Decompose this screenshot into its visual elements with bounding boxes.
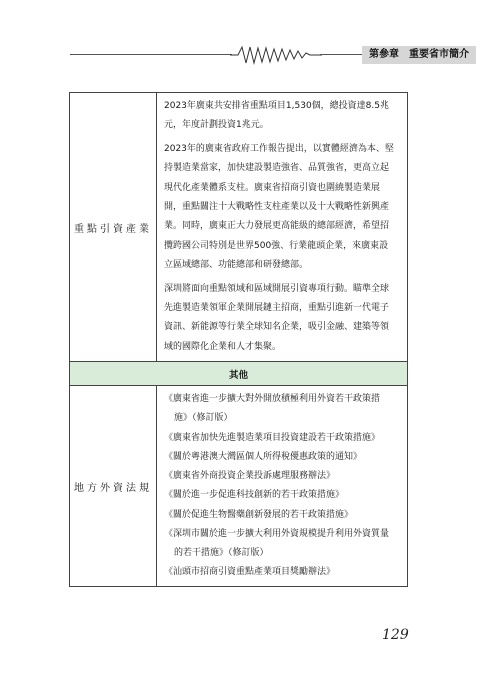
header-wave-ornament <box>230 44 322 66</box>
regulation-item: 《廣東省進一步擴大對外開放積極利用外資若干政策措 <box>164 394 381 405</box>
table-row-regulations <box>70 386 408 587</box>
para1-line2: 元，年度計劃投資1兆元。 <box>164 120 269 131</box>
para3-line3: 資訊、新能源等行業全球知名企業，吸引金融、建築等領 <box>164 322 390 333</box>
header-rule-left <box>70 54 232 55</box>
table-row-other <box>70 362 408 386</box>
para1-line1: 2023年廣東共安排省重點項目1,530個，總投資達8.5兆 <box>164 101 389 111</box>
para2-line5: 業。同時，廣東正大力發展更高能級的總部經濟，希望招 <box>164 221 390 232</box>
chapter-title: 第參章 重要省市簡介 <box>362 46 476 64</box>
para2-line6: 攬跨國公司特別是世界500強、行業龍頭企業，來廣東設 <box>164 240 389 251</box>
regulation-item: 《廣東省外商投資企業投訴處理服務辦法》 <box>164 471 336 482</box>
para2-line4: 開，重點關注十大戰略性支柱產業以及十大戰略性新興產 <box>164 202 390 213</box>
regulation-item: 《關於進一步促進科技創新的若干政策措施》 <box>164 490 345 501</box>
row-label-regulations: 地方外資法規 <box>70 386 157 587</box>
regulation-item: 《關於粵港澳大灣區個人所得稅優惠政策的通知》 <box>164 451 363 462</box>
info-table <box>69 92 408 587</box>
page-header <box>70 44 469 66</box>
regulation-item: 《汕頭市招商引資重點產業項目獎勵辦法》 <box>164 567 336 578</box>
para2-line1: 2023年的廣東省政府工作報告提出，以實體經濟為本、堅 <box>164 143 394 154</box>
key-projects-content <box>157 93 408 362</box>
table-row-key-projects <box>70 93 408 362</box>
regulation-item-cont: 施》（修訂版） <box>174 413 233 424</box>
regulation-item: 《關於促進生物醫藥創新發展的若干政策措施》 <box>164 509 354 520</box>
para3-line4: 域的國際化企業和人才集聚。 <box>164 341 282 352</box>
para3-line1: 深圳將面向重點領域和區域開展引資專項行動。瞄準全球 <box>164 283 390 294</box>
regulation-item: 《深圳市關於進一步擴大利用外資規模提升利用外資質量 <box>164 528 390 539</box>
row-label-key-projects: 重點引資產業 <box>70 93 157 362</box>
para2-line7: 立區域總部、功能總部和研發總部。 <box>164 260 309 271</box>
para2-line2: 持製造業當家，加快建設製造強省、品質強省，更高立起 <box>164 163 390 174</box>
regulations-list <box>157 386 408 587</box>
regulation-item: 《廣東省加快先進製造業項目投資建設若干政策措施》 <box>164 432 381 443</box>
regulation-item-cont: 的若干措施》（修訂版） <box>174 547 269 558</box>
para3-line2: 先進製造業領軍企業開展鏈主招商，重點引進新一代電子 <box>164 303 390 314</box>
page-number: 129 <box>382 627 409 643</box>
para2-line3: 現代化產業體系支柱。廣東省招商引資也圍繞製造業展 <box>164 182 381 193</box>
section-header-other: 其他 <box>70 362 408 386</box>
